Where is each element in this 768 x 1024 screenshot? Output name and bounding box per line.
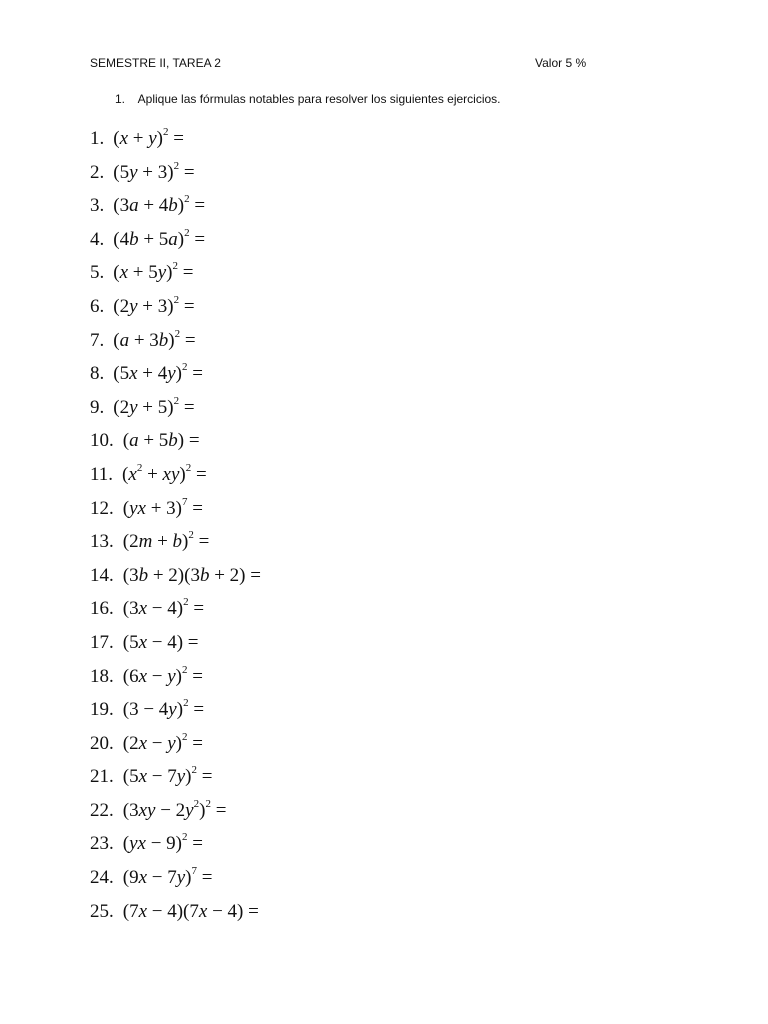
exercise-item xyxy=(90,626,261,660)
header-value: Valor 5 % xyxy=(535,56,587,70)
exercise-item xyxy=(90,727,261,761)
instruction-number: 1. xyxy=(115,92,126,106)
exercise-item xyxy=(90,794,261,828)
exercise-item xyxy=(90,156,261,190)
exercise-item xyxy=(90,559,261,593)
exercise-expression: (a + 5b) = xyxy=(122,430,200,452)
exercise-item xyxy=(90,592,261,626)
exercise-number: 19. xyxy=(90,699,114,721)
exercise-expression: $(3 - 4y)^2$ = xyxy=(122,697,205,721)
exercise-number: 20. xyxy=(90,732,114,754)
exercise-list xyxy=(90,122,261,928)
exercise-item xyxy=(90,693,261,727)
exercise-number: 25. xyxy=(90,900,114,922)
exercise-item xyxy=(90,458,261,492)
exercise-expression: $(9x - 7y)^7$ = xyxy=(122,865,213,889)
exercise-expression: $(3a + 4b)^2$ = xyxy=(113,193,206,217)
exercise-expression: (3b + 2)(3b + 2) = xyxy=(122,564,261,586)
exercise-number: 21. xyxy=(90,766,114,788)
exercise-number: 7. xyxy=(90,329,105,351)
exercise-item xyxy=(90,760,261,794)
exercise-expression: (7x − 4)(7x − 4) = xyxy=(122,900,259,922)
exercise-number: 12. xyxy=(90,497,114,519)
exercise-number: 1. xyxy=(90,128,105,149)
exercise-expression: $(2y + 3)^2$ = xyxy=(113,293,195,317)
exercise-item xyxy=(90,324,261,358)
exercise-number: 24. xyxy=(90,867,114,889)
exercise-item xyxy=(90,122,261,156)
exercise-expression: $(5x - 7y)^2$ = xyxy=(122,764,213,788)
exercise-item xyxy=(90,391,261,425)
exercise-item xyxy=(90,357,261,391)
exercise-expression: $(2m + b)^2$ = xyxy=(122,529,210,553)
exercise-expression: $(x^2 + xy)^2$ = xyxy=(122,461,207,485)
exercise-item xyxy=(90,256,261,290)
exercise-expression: $(5x + 4y)^2$ = xyxy=(113,361,203,385)
exercise-item xyxy=(90,827,261,861)
exercise-expression: (5x − 4) = xyxy=(122,631,199,653)
exercise-number: 4. xyxy=(90,228,105,250)
exercise-number: 18. xyxy=(90,665,114,687)
exercise-item xyxy=(90,895,261,929)
exercise-expression: $(6x - y)^2$ = xyxy=(122,663,203,687)
exercise-number: 10. xyxy=(90,430,114,452)
exercise-expression: $(2y + 5)^2$ = xyxy=(113,394,195,418)
exercise-item xyxy=(90,290,261,324)
exercise-number: 2. xyxy=(90,161,105,183)
exercise-expression: $(x + 5y)^2$ = xyxy=(113,260,194,284)
exercise-expression: (yx − 9)$^2$ = xyxy=(122,831,203,855)
exercise-expression: $(x + y)^2$ = xyxy=(113,126,184,149)
exercise-item xyxy=(90,660,261,694)
exercise-number: 14. xyxy=(90,564,114,586)
exercise-number: 6. xyxy=(90,295,105,317)
exercise-expression: (yx + 3)$^7$ = xyxy=(122,495,203,519)
instruction-text: Aplique las fórmulas notables para resolver los siguientes ejercicios. xyxy=(137,92,501,106)
exercise-expression: $(a + 3b)^2$ = xyxy=(113,327,196,351)
exercise-number: 17. xyxy=(90,631,114,653)
exercise-number: 23. xyxy=(90,833,114,855)
exercise-item xyxy=(90,525,261,559)
exercise-item xyxy=(90,492,261,526)
exercise-number: 8. xyxy=(90,363,105,385)
exercise-number: 3. xyxy=(90,195,105,217)
exercise-expression: $(4b + 5a)^2$ = xyxy=(113,226,206,250)
exercise-item xyxy=(90,424,261,458)
exercise-number: 11. xyxy=(90,463,114,485)
exercise-number: 5. xyxy=(90,262,105,284)
exercise-expression: $(3xy - 2y^2)^2$ = xyxy=(122,797,227,821)
instruction xyxy=(115,92,501,106)
exercise-expression: $(3x - 4)^2$ = xyxy=(122,596,205,620)
exercise-number: 22. xyxy=(90,799,114,821)
header-title: SEMESTRE II, TAREA 2 xyxy=(90,56,221,70)
exercise-expression: $(5y + 3)^2$ = xyxy=(113,159,195,183)
exercise-item xyxy=(90,189,261,223)
exercise-item xyxy=(90,223,261,257)
exercise-number: 13. xyxy=(90,531,114,553)
exercise-number: 9. xyxy=(90,396,105,418)
exercise-number: 16. xyxy=(90,598,114,620)
exercise-expression: $(2x - y)^2$ = xyxy=(122,730,203,754)
exercise-item xyxy=(90,861,261,895)
